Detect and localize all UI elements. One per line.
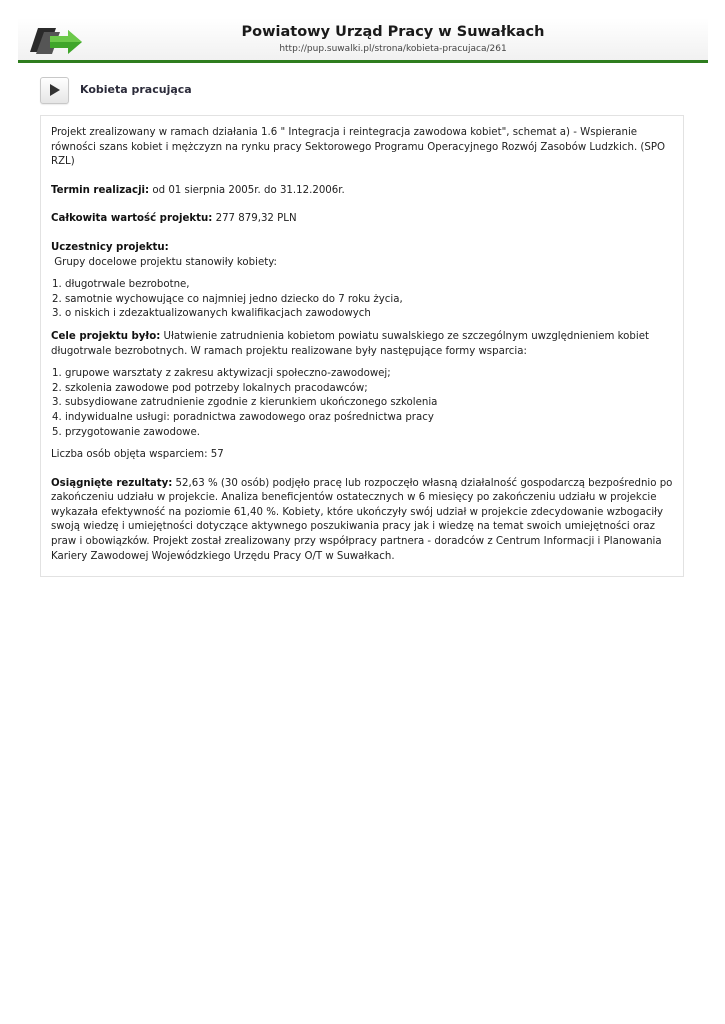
liczba-osob: Liczba osób objęta wsparciem: 57 — [51, 449, 224, 461]
cele-list — [51, 367, 673, 440]
rezultaty-paragraph — [51, 477, 673, 565]
list-item: 4. indywidualne usługi: poradnictwa zawodowego oraz pośrednictwa pracy — [65, 411, 673, 426]
cele-label: Cele projektu było: — [51, 330, 161, 342]
termin-label: Termin realizacji: — [51, 184, 150, 196]
page-title: Kobieta pracująca — [80, 83, 192, 96]
uczestnicy-heading — [51, 241, 673, 256]
cele-paragraph — [51, 330, 673, 359]
list-item: 3. subsydiowane zatrudnienie zgodnie z kierunkiem ukończonego szkolenia — [65, 396, 673, 411]
rezultaty-text: 52,63 % (30 osób) podjęło pracę lub rozpoczęło własną działalność gospodarczą bezpośrednio po zakończeniu udziału w projekcie. Analiza beneficjentów ostatecznych w 6 miesięcy po zakończeniu udziału w projekcie wykazała efektywność na poziomie 61,40 %. Kobiety, które ukończyły swój udział w projekcie zdecydowanie wzbogaciły swoją wiedzę i umiejętności dotyczące aktywnego poszukiwania pracy jak i wiedzę na temat swoich umiejętności oraz praw i obowiązków. Projekt został zrealizowany przy współpracy partnera - doradców z Centrum Informacji i Planowania Kariery Zawodowej Wojewódzkiego Urzędu Pracy O/T w Suwałkach. — [51, 477, 673, 562]
page-header — [18, 18, 708, 63]
uczestnicy-label: Uczestnicy projektu: — [51, 241, 169, 253]
list-item: 1. długotrwale bezrobotne, — [65, 278, 673, 293]
play-arrow-icon[interactable] — [40, 77, 69, 104]
list-item: 2. szkolenia zawodowe pod potrzeby lokalnych pracodawców; — [65, 382, 673, 397]
rezultaty-label: Osiągnięte rezultaty: — [51, 477, 173, 489]
termin-paragraph — [51, 184, 673, 199]
list-item: 2. samotnie wychowujące co najmniej jedno dziecko do 7 roku życia, — [65, 293, 673, 308]
list-item: 5. przygotowanie zawodowe. — [65, 426, 673, 441]
site-title: Powiatowy Urząd Pracy w Suwałkach — [241, 24, 545, 40]
uczestnicy-text: Grupy docelowe projektu stanowiły kobiety: — [51, 256, 277, 268]
uczestnicy-list — [51, 278, 673, 322]
wartosc-value: 277 879,32 PLN — [212, 213, 297, 225]
termin-value: od 01 sierpnia 2005r. do 31.12.2006r. — [149, 184, 345, 196]
list-item: 1. grupowe warsztaty z zakresu aktywizacji społeczno-zawodowej; — [65, 367, 673, 382]
wartosc-paragraph — [51, 212, 673, 227]
article-content — [40, 115, 684, 577]
wartosc-label: Całkowita wartość projektu: — [51, 213, 213, 225]
list-item: 3. o niskich i zdezaktualizowanych kwalifikacjach zawodowych — [65, 307, 673, 322]
page-heading — [40, 77, 680, 105]
cele-text: Ułatwienie zatrudnienia kobietom powiatu suwalskiego ze szczególnym uwzględnieniem kobiet długotrwale bezrobotnych. W ramach projektu realizowane były następujące formy wsparcia: — [51, 330, 649, 357]
page-url: http://pup.suwalki.pl/strona/kobieta-pracujaca/261 — [279, 44, 507, 54]
article-intro: Projekt zrealizowany w ramach działania 1.6 " Integracja i reintegracja zawodowa kobiet", schemat a) - Wspieranie równości szans kobiet i mężczyzn na rynku pracy Sektorowego Programu Operacyjnego Rozwój Zasobów Ludzkich. (SPO RZL) — [51, 127, 666, 168]
